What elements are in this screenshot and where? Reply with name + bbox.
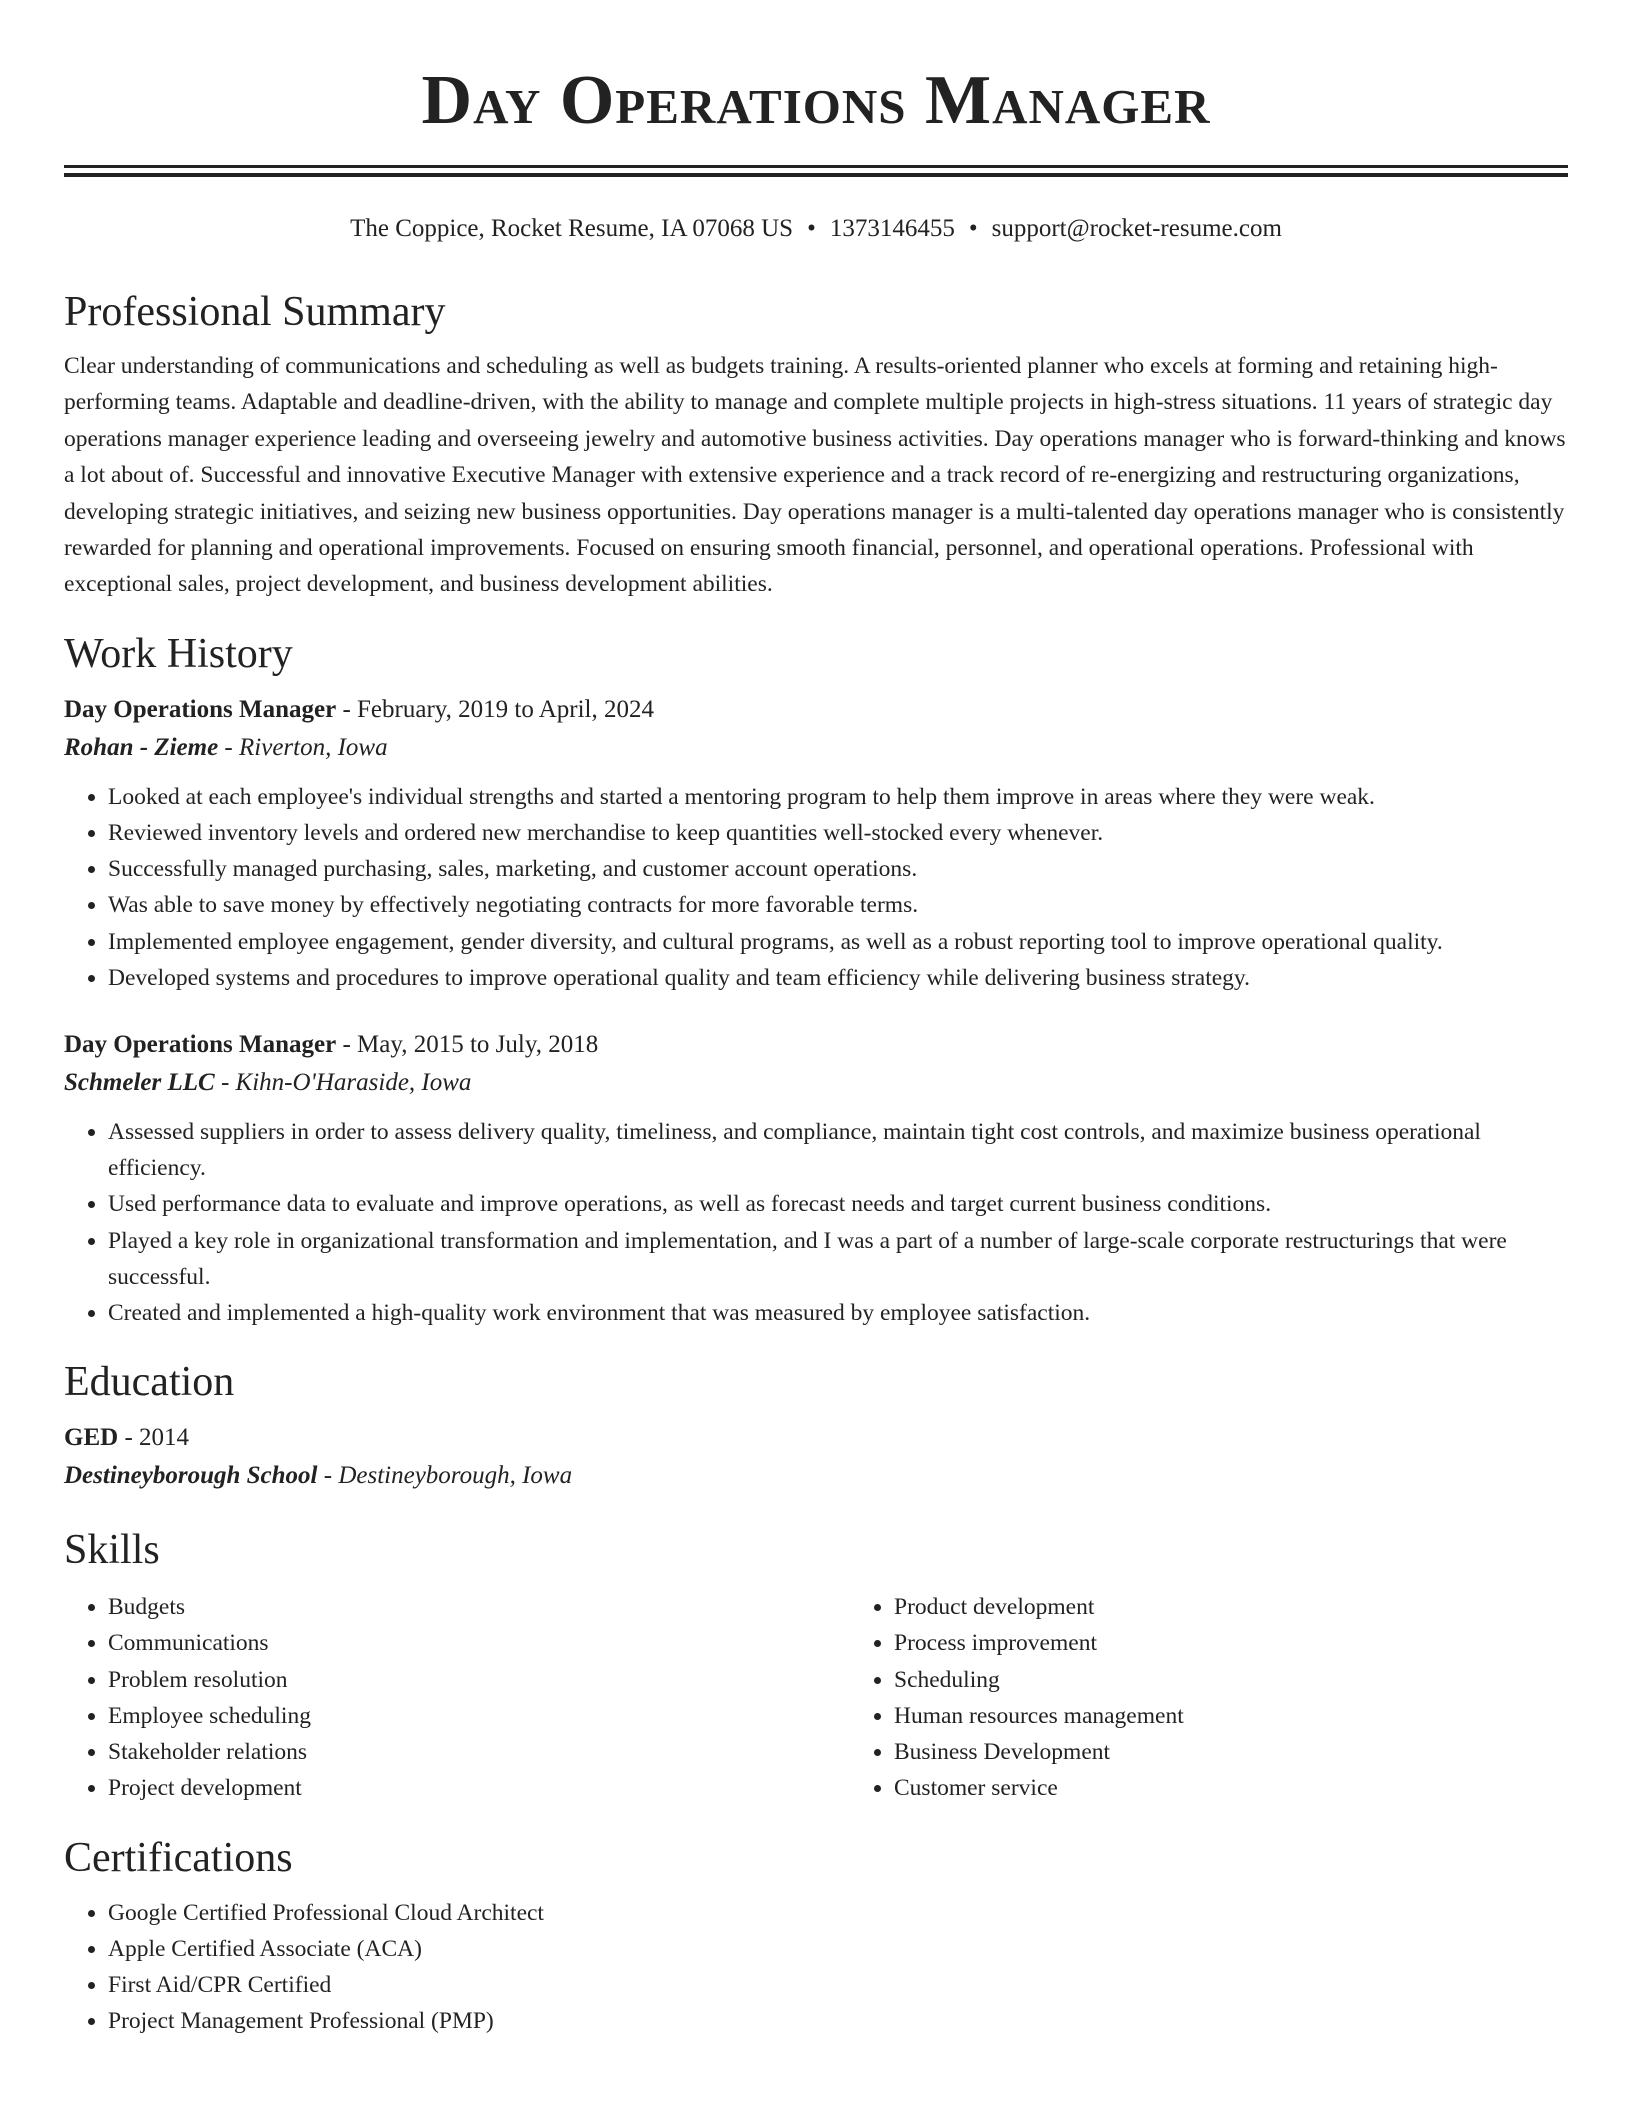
job-bullet: • Successfully managed purchasing, sales, marketing, and customer account operations. bbox=[108, 851, 1568, 887]
certifications-heading: Certifications bbox=[64, 1834, 293, 1881]
summary-section bbox=[64, 287, 1568, 603]
certification-item: • First Aid/CPR Certified bbox=[108, 1967, 1568, 2003]
degree-line: GED - 2014 bbox=[64, 1424, 190, 1452]
job-title-line: Day Operations Manager - February, 2019 to April, 2024 bbox=[64, 695, 654, 723]
job-dates: February, 2019 to April, 2024 bbox=[357, 695, 654, 723]
skill-item: • Customer service bbox=[894, 1770, 1568, 1806]
school-name: Destineyborough School bbox=[64, 1462, 318, 1490]
skill-item: • Stakeholder relations bbox=[108, 1734, 850, 1770]
company-name: Schmeler LLC bbox=[64, 1069, 215, 1097]
job-entry bbox=[64, 1026, 1568, 1331]
job-dates: May, 2015 to July, 2018 bbox=[357, 1031, 599, 1059]
certifications-section bbox=[64, 1833, 1568, 2040]
company-line: Schmeler LLC - Kihn-O'Haraside, Iowa bbox=[64, 1069, 472, 1097]
job-bullet: • Assessed suppliers in order to assess delivery quality, timeliness, and compliance, maintain tight cost controls, and maximize business operational efficiency. bbox=[108, 1114, 1568, 1186]
job-bullets bbox=[64, 1114, 1568, 1331]
school-line: Destineyborough School - Destineyborough, Iowa bbox=[64, 1462, 573, 1490]
job-bullet: • Implemented employee engagement, gender diversity, and cultural programs, as well as a robust reporting tool to improve operational quality. bbox=[108, 924, 1568, 960]
job-bullet: • Reviewed inventory levels and ordered new merchandise to keep quantities well-stocked every whenever. bbox=[108, 815, 1568, 851]
certification-item: • Project Management Professional (PMP) bbox=[108, 2003, 1568, 2039]
job-bullets bbox=[64, 779, 1568, 996]
work-history-heading: Work History bbox=[64, 630, 293, 677]
education-heading: Education bbox=[64, 1359, 235, 1406]
job-bullet: • Created and implemented a high-quality work environment that was measured by employee satisfaction. bbox=[108, 1295, 1568, 1331]
contact-phone: 1373146455 bbox=[829, 215, 955, 242]
certification-item: • Apple Certified Associate (ACA) bbox=[108, 1931, 1568, 1967]
company-name: Rohan - Zieme bbox=[64, 733, 219, 761]
job-bullet: • Developed systems and procedures to improve operational quality and team efficiency while delivering business strategy. bbox=[108, 960, 1568, 996]
contact-line bbox=[64, 213, 1568, 245]
contact-address: The Coppice, Rocket Resume, IA 07068 US bbox=[350, 215, 794, 242]
contact-email: support@rocket-resume.com bbox=[991, 215, 1282, 242]
job-title: Day Operations Manager bbox=[64, 1031, 337, 1059]
skill-item: • Project development bbox=[108, 1770, 850, 1806]
resume-title: Day Operations Manager bbox=[421, 62, 1211, 139]
job-title: Day Operations Manager bbox=[64, 695, 337, 723]
company-location: Riverton, Iowa bbox=[239, 733, 388, 761]
job-bullet: • Played a key role in organizational transformation and implementation, and I was a part of a number of large-scale corporate restructurings that were successful. bbox=[108, 1223, 1568, 1295]
skill-item: • Budgets bbox=[108, 1589, 850, 1625]
skill-item: • Problem resolution bbox=[108, 1662, 850, 1698]
job-title-line: Day Operations Manager - May, 2015 to July, 2018 bbox=[64, 1031, 599, 1059]
skills-heading: Skills bbox=[64, 1527, 160, 1574]
job-bullet: • Looked at each employee's individual strengths and started a mentoring program to help them improve in areas where they were weak. bbox=[108, 779, 1568, 815]
job-bullet: • Used performance data to evaluate and improve operations, as well as forecast needs and target current business conditions. bbox=[108, 1186, 1568, 1222]
company-location: Kihn-O'Haraside, Iowa bbox=[235, 1069, 472, 1097]
degree: GED bbox=[64, 1424, 119, 1452]
company-line: Rohan - Zieme - Riverton, Iowa bbox=[64, 733, 388, 761]
skill-item: • Employee scheduling bbox=[108, 1698, 850, 1734]
skill-item: • Process improvement bbox=[894, 1625, 1568, 1661]
skill-item: • Business Development bbox=[894, 1734, 1568, 1770]
school-location: Destineyborough, Iowa bbox=[338, 1462, 573, 1490]
skill-item: • Communications bbox=[108, 1625, 850, 1661]
education-section bbox=[64, 1357, 1568, 1495]
job-entry bbox=[64, 691, 1568, 996]
skills-list-left bbox=[64, 1589, 850, 1806]
contact-separator: • bbox=[968, 215, 978, 242]
skills-section bbox=[64, 1525, 1568, 1806]
skill-item: • Human resources management bbox=[894, 1698, 1568, 1734]
header-divider-top bbox=[64, 165, 1568, 168]
certification-item: • Google Certified Professional Cloud Architect bbox=[108, 1895, 1568, 1931]
contact-separator: • bbox=[807, 215, 816, 242]
skill-item: • Product development bbox=[894, 1589, 1568, 1625]
skill-item: • Scheduling bbox=[894, 1662, 1568, 1698]
work-history-section bbox=[64, 629, 1568, 1331]
certifications-list bbox=[64, 1895, 1568, 2040]
skills-list-right bbox=[850, 1589, 1568, 1806]
skills-grid bbox=[64, 1589, 1568, 1806]
degree-year: 2014 bbox=[139, 1424, 190, 1452]
summary-text: Clear understanding of communications and scheduling as well as budgets training. A results-oriented planner who excels at forming and retaining high-performing teams. Adaptable and deadline-driven, with the ability to manage and complete multiple projects in high-stress situations. 11 years of strategic day operations manager experience leading and overseeing jewelry and automotive business activities. Day operations manager who is forward-thinking and knows a lot about of. Successful and innovative Executive Manager with extensive experience and a track record of re-energizing and restructuring organizations, developing strategic initiatives, and seizing new business opportunities. Day operations manager is a multi-talented day operations manager who is consistently rewarded for planning and operational improvements. Focused on ensuring smooth financial, personnel, and operational operations. Professional with exceptional sales, project development, and business development abilities. bbox=[64, 353, 1566, 598]
header-divider-bottom bbox=[64, 173, 1568, 177]
summary-heading: Professional Summary bbox=[64, 289, 446, 335]
job-bullet: • Was able to save money by effectively negotiating contracts for more favorable terms. bbox=[108, 887, 1568, 923]
